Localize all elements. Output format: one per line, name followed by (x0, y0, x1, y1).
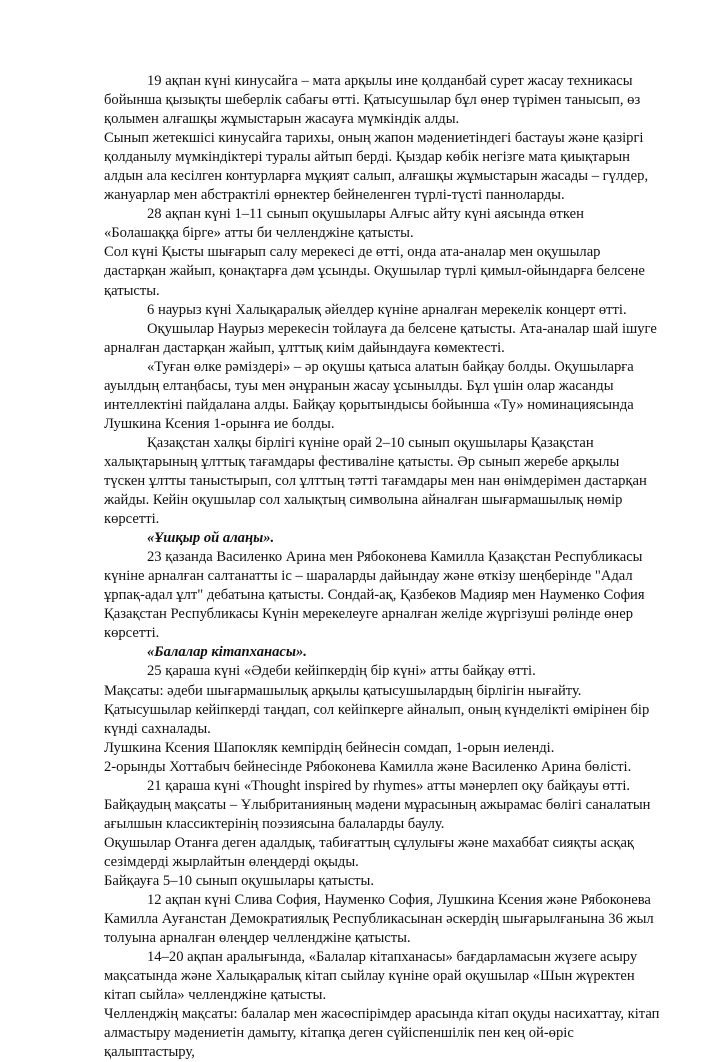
paragraph-debate: 23 қазанда Василенко Арина мен Рябоконева Камилла Қазақстан Республикасы күніне арналған салтанатты іс – шараларды дайындау және өткізу шеңберінде "Адал ұрпақ-адал ұлт" дебатына қатысты. Сондай-ақ, Қазбеков Мадияр мен Науменко София Қазақстан Республикасы Күнін мерекелеуге арналған желіде жүргізуші рөлінде өнер көрсетті. (104, 549, 645, 642)
paragraph-second-place: 2-орынды Хоттабыч бейнесінде Рябоконева Камилла және Василенко Арина бөлісті. (104, 758, 632, 775)
paragraph-contest-participants: Қатысушылар кейіпкерді таңдап, сол кейіпкерге айналып, оның күнделікті өмірінен бір күнді сахналады. (104, 701, 650, 737)
paragraph-book-gift-challenge: 14–20 ақпан аралығында, «Балалар кітапханасы» бағдарламасын жүзеге асыру мақсатында және Халықаралық кітап сыйлау күніне орай оқушылар «Шын жүректен кітап сыйла» челленджіне қатысты. (104, 949, 638, 1004)
paragraph-contest-goal: Мақсаты: әдеби шығармашылық арқылы қатысушылардың бірлігін нығайту. (104, 682, 582, 699)
paragraph-challenge-goal: Челленджің мақсаты: балалар мен жасөспірімдер арасында кітап оқуды насихаттау, кітап алмастыру мәдениетін дамыту, кітапқа деген сүйіспеншілік пен кең ой-өріс қалыптастыру, (104, 1006, 660, 1061)
paragraph-afghanistan-challenge: 12 ақпан күні Слива София, Науменко София, Лушкина Ксения және Рябоконева Камилла Ауғанстан Демократиялық Республикасынан әскердің шығарылғанына 36 жыл толуына арналған өлеңдер челленджіне қатысты. (104, 892, 654, 947)
paragraph-nauryz: Оқушылар Наурыз мерекесін тойлауға да белсене қатысты. Ата-аналар шай ішуге арналған дастарқан жайып, ұлттық киім дайындауға көмектесті. (104, 320, 657, 356)
paragraph-rhymes-poems: Оқушылар Отанға деген адалдық, табиғаттың сұлулығы және махаббат сияқты асқақ сезімдерді жырлайтын өлеңдерді оқыды. (104, 834, 635, 870)
paragraph-kinusaiga-history: Сынып жетекшісі кинусайга тарихы, оның жапон мәдениетіндегі бастауы және қазіргі қолданылу мүмкіндіктері туралы айтып берді. Қыздар көбік негізге мата қиықтарын алдын ала кесілген контурларға мұқият салып, алғашқы жұмыстарын жасады – гүлдер, жануарлар мен абстрактілі өрнектер бейнеленген түрлі-түсті панноларды. (104, 130, 649, 204)
paragraph-kinusaiga-class: 19 ақпан күні кинусайга – мата арқылы ине қолданбай сурет жасау техникасы бойынша қызықты шеберлік сабағы өтті. Қатысушылар бұл өнер түрімен танысып, өз қолымен алғашқы жұмыстарын жасауға мүмкіндік алды. (104, 73, 641, 128)
section-heading-ushqyr-oi: «Ұшқыр ой алаңы». (147, 530, 275, 547)
paragraph-dance-challenge: 28 ақпан күні 1–11 сынып оқушылары Алғыс айту күні аясында өткен «Болашаққа бірге» атты би челленджіне қатысты. (104, 206, 584, 242)
paragraph-rhymes-grades: Байқауға 5–10 сынып оқушылары қатысты. (104, 872, 375, 889)
paragraph-winter-farewell: Сол күні Қысты шығарып салу мерекесі де өтті, онда ата-аналар мен оқушылар дастарқан жайып, қонақтарға дәм ұсынды. Оқушылар түрлі қимыл-ойындарға белсене қатысты. (104, 244, 645, 299)
paragraph-native-land-symbols: «Туған өлке рәміздері» – әр оқушы қатыса алатын байқау болды. Оқушыларға ауылдың елтаңбасы, туы мен әнұранын жасау ұсынылды. Бұл үшін олар жасанды интеллектіні пайдалана алды. Байқау қорытындысы бойынша «Ту» номинациясында Лушкина Ксения 1-орынға ие болды. (104, 358, 634, 432)
paragraph-rhymes-goal: Байқаудың мақсаты – Ұлыбританияның мәдени мұрасының ажырамас бөлігі саналатын ағылшын классиктерінің поэзиясына балаларды баулу. (104, 796, 651, 832)
paragraph-first-place: Лушкина Ксения Шапокляк кемпірдің бейнесін сомдап, 1-орын иеленді. (104, 739, 555, 756)
paragraph-literary-hero-contest: 25 қараша күні «Әдеби кейіпкердің бір күні» атты байқау өтті. (147, 663, 536, 680)
paragraph-womens-day-concert: 6 наурыз күні Халықаралық әйелдер күніне арналған мерекелік концерт өтті. (147, 301, 627, 318)
section-heading-childrens-library: «Балалар кітапханасы». (147, 644, 307, 661)
paragraph-unity-day-festival: Қазақстан халқы бірлігі күніне орай 2–10 сынып оқушылары Қазақстан халықтарының ұлттық тағамдары фестиваліне қатысты. Әр сынып жеребе арқылы түскен ұлтты таныстырып, сол ұлттың тәтті тағамдары мен нан өнімдерімен дастарқан жайды. Кейін оқушылар сол халықтың символына айналған шығармашылық нөмір көрсетті. (104, 434, 647, 528)
paragraph-rhymes-contest: 21 қараша күні «Thought inspired by rhymes» атты мәнерлеп оқу байқауы өтті. (147, 777, 631, 794)
